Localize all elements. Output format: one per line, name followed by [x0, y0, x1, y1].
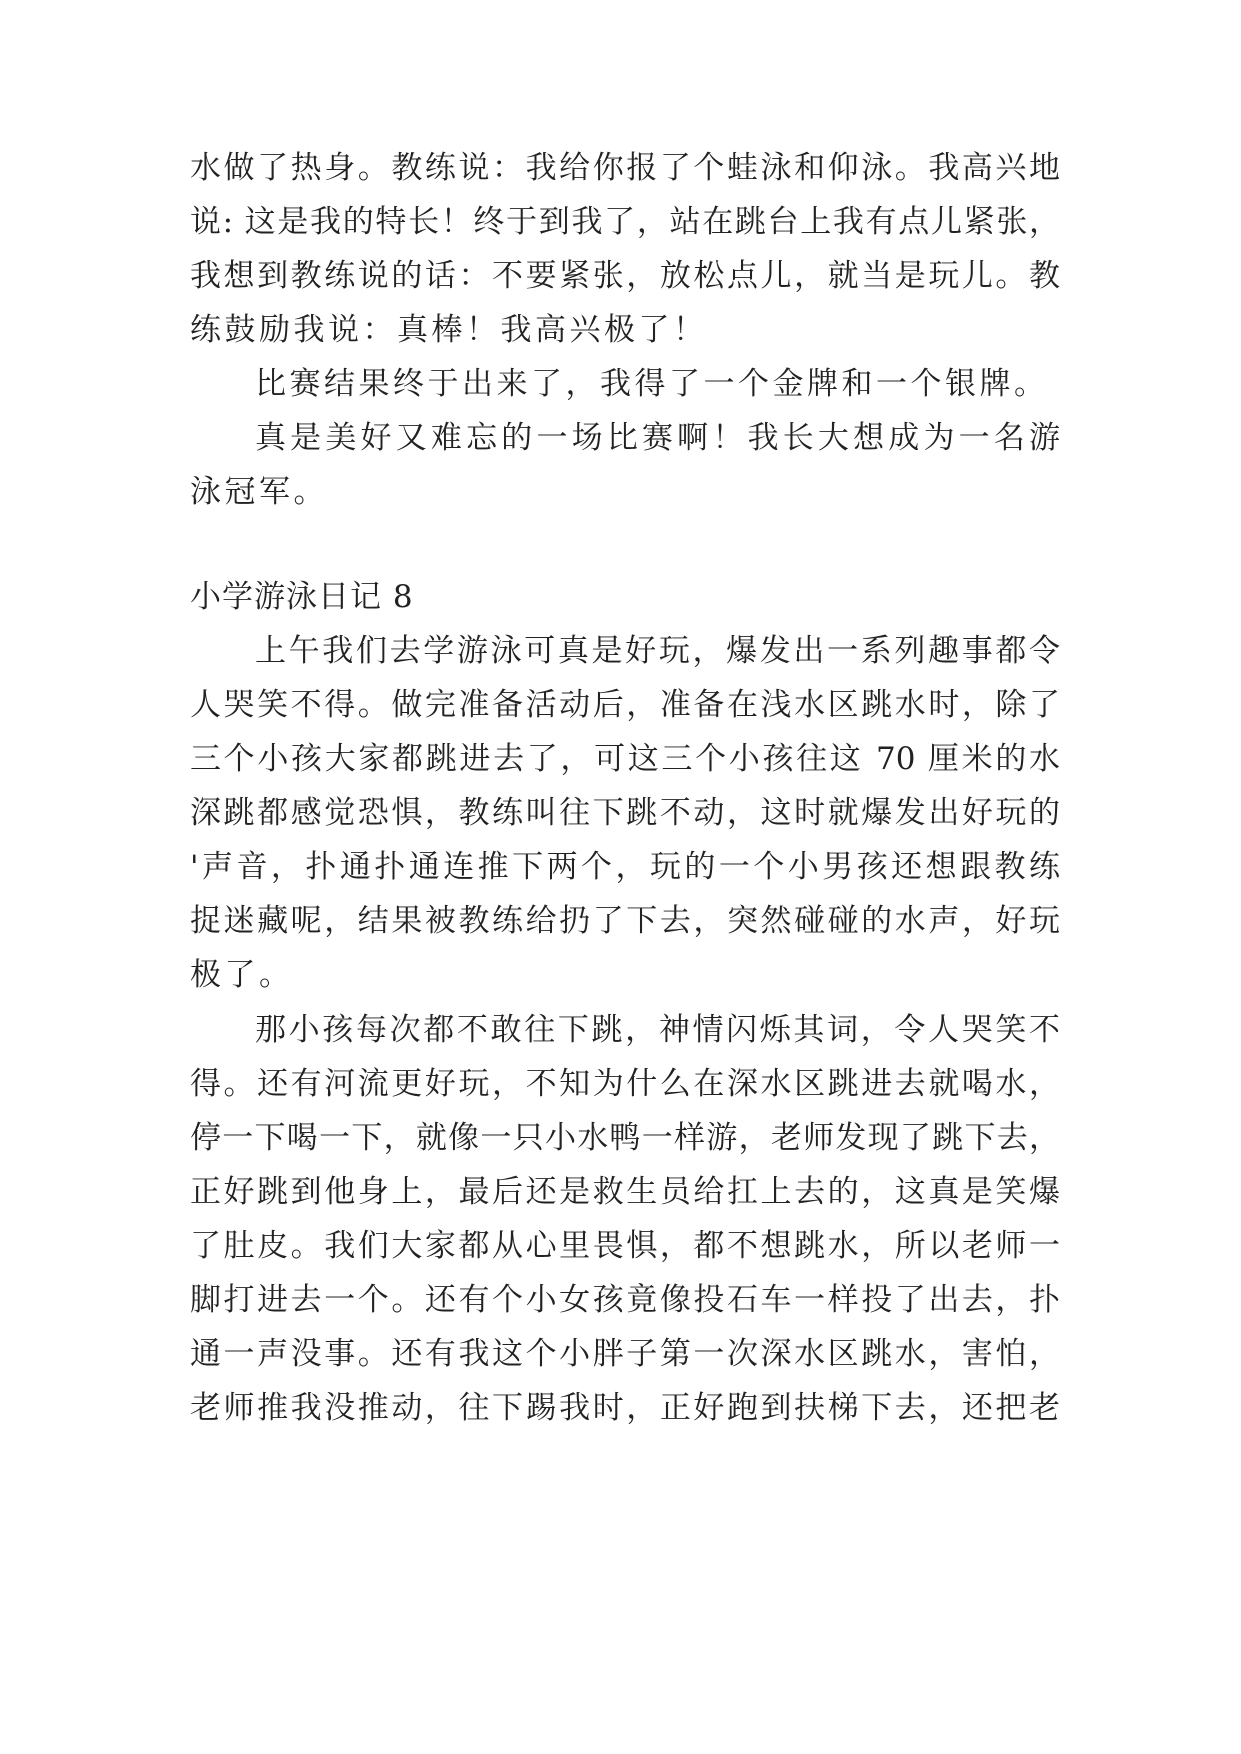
- paragraph-line: 了肚皮。我们大家都从心里畏惧，都不想跳水，所以老师一: [190, 1228, 1060, 1264]
- paragraph-line: 上午我们去学游泳可真是好玩，爆发出一系列趣事都令: [255, 633, 1060, 669]
- paragraph-line: 泳冠军。: [190, 474, 328, 510]
- paragraph-line: 水做了热身。教练说：我给你报了个蛙泳和仰泳。我高兴地: [190, 150, 1060, 186]
- paragraph-line: 真是美好又难忘的一场比赛啊！我长大想成为一名游: [255, 420, 1060, 456]
- paragraph-line: 停一下喝一下，就像一只小水鸭一样游，老师发现了跳下去，: [190, 1120, 1060, 1156]
- paragraph-line: 比赛结果终于出来了，我得了一个金牌和一个银牌。: [255, 366, 1049, 402]
- paragraph-line: 老师推我没推动，往下踢我时，正好跑到扶梯下去，还把老: [190, 1390, 1060, 1426]
- paragraph-line: 通一声没事。还有我这个小胖子第一次深水区跳水，害怕，: [190, 1336, 1060, 1372]
- paragraph-line: '声音，扑通扑通连推下两个，玩的一个小男孩还想跟教练: [190, 849, 1060, 885]
- paragraph-line: 得。还有河流更好玩，不知为什么在深水区跳进去就喝水，: [190, 1066, 1060, 1102]
- paragraph-line: 三个小孩大家都跳进去了，可这三个小孩往这 70 厘米的水: [190, 741, 1060, 777]
- paragraph-line: 那小孩每次都不敢往下跳，神情闪烁其词，令人哭笑不: [255, 1012, 1060, 1048]
- paragraph-line: 说: 这是我的特长！终于到我了，站在跳台上我有点儿紧张，: [190, 204, 1060, 240]
- paragraph-line: 捉迷藏呢，结果被教练给扔了下去，突然碰碰的水声，好玩: [190, 903, 1060, 939]
- paragraph-line: 脚打进去一个。还有个小女孩竟像投石车一样投了出去，扑: [190, 1282, 1060, 1318]
- paragraph-line: 练鼓励我说：真棒！我高兴极了！: [190, 312, 708, 348]
- paragraph-line: 深跳都感觉恐惧，教练叫往下跳不动，这时就爆发出好玩的: [190, 795, 1060, 831]
- paragraph-line: 正好跳到他身上，最后还是救生员给扛上去的，这真是笑爆: [190, 1174, 1060, 1210]
- paragraph-line: 我想到教练说的话：不要紧张，放松点儿，就当是玩儿。教: [190, 258, 1060, 294]
- paragraph-line: 人哭笑不得。做完准备活动后，准备在浅水区跳水时，除了: [190, 687, 1060, 723]
- section-heading: 小学游泳日记 8: [190, 579, 414, 615]
- paragraph-line: 极了。: [190, 957, 294, 993]
